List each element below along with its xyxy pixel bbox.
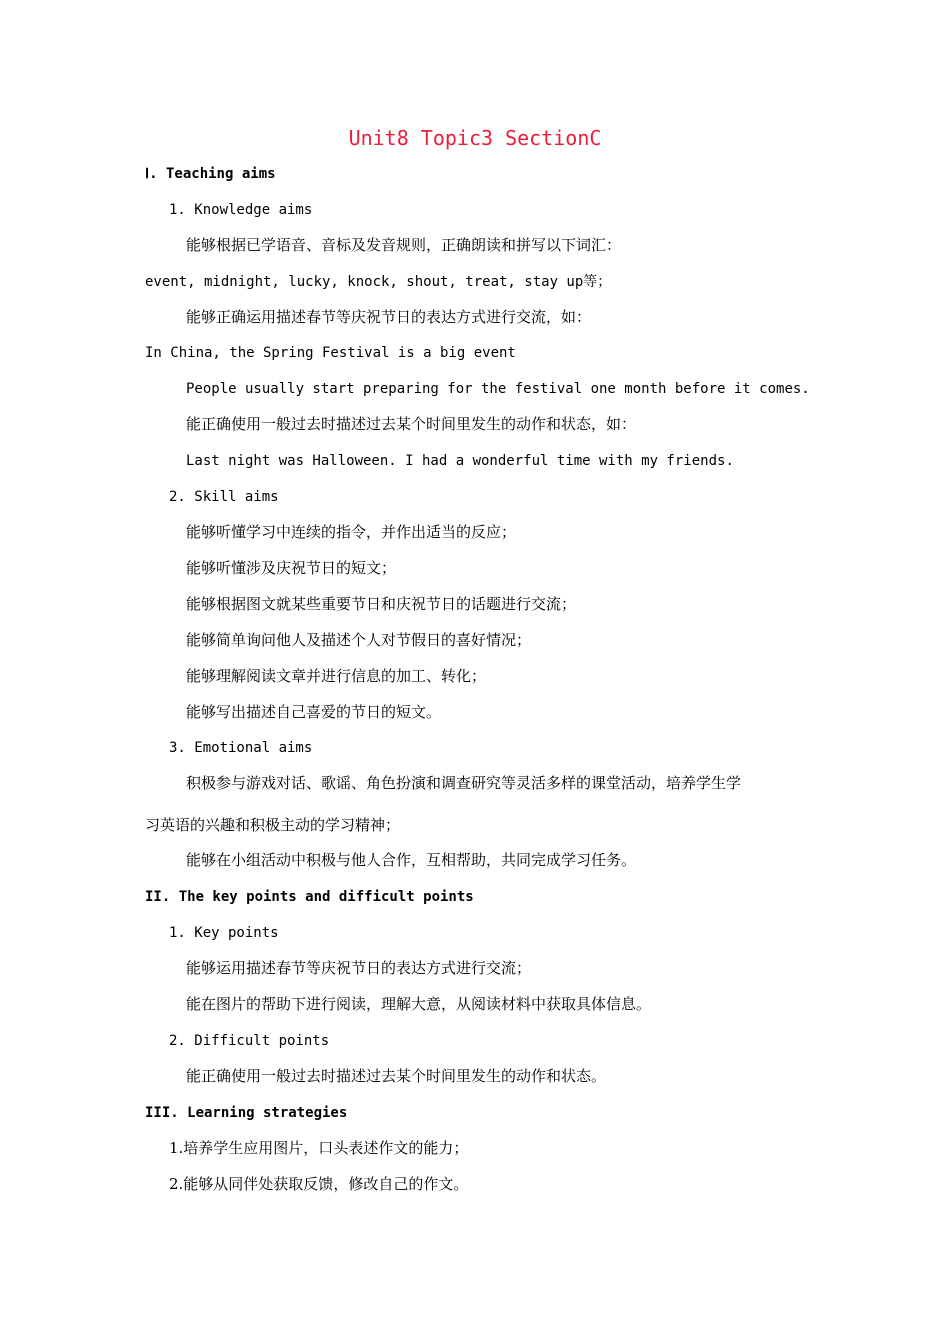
- section-heading-learning-strategies: III. Learning strategies: [145, 1105, 348, 1121]
- subheading-difficult-points: 2. Difficult points: [169, 1033, 330, 1049]
- skill-item: 能够理解阅读文章并进行信息的加工、转化；: [186, 667, 487, 685]
- knowledge-paragraph-1: 能够根据已学语音、音标及发音规则，正确朗读和拼写以下词汇：: [186, 236, 622, 254]
- skill-item: 能够简单询问他人及描述个人对节假日的喜好情况；: [186, 631, 532, 649]
- skill-item: 能够听懂涉及庆祝节日的短文；: [186, 559, 397, 577]
- strategy-item: 2.能够从同伴处获取反馈，修改自己的作文。: [169, 1175, 469, 1193]
- emotional-paragraph-1a: 积极参与游戏对话、歌谣、角色扮演和调查研究等灵活多样的课堂活动，培养学生学: [186, 774, 742, 792]
- example-sentence-2: People usually start preparing for the festival one month before it comes.: [186, 381, 810, 397]
- section-heading-key-points: II. The key points and difficult points: [145, 889, 474, 905]
- vocabulary-list: event, midnight, lucky, knock, shout, treat, stay up等；: [145, 274, 612, 290]
- subheading-skill-aims: 2. Skill aims: [169, 489, 279, 505]
- knowledge-paragraph-3: 能正确使用一般过去时描述过去某个时间里发生的动作和状态，如：: [186, 415, 637, 433]
- skill-item: 能够根据图文就某些重要节日和庆祝节日的话题进行交流；: [186, 595, 577, 613]
- subheading-emotional-aims: 3. Emotional aims: [169, 740, 313, 756]
- knowledge-paragraph-2: 能够正确运用描述春节等庆祝节日的表达方式进行交流，如：: [186, 308, 592, 326]
- page-title: Unit8 Topic3 SectionC: [348, 126, 602, 150]
- subheading-knowledge-aims: 1. Knowledge aims: [169, 202, 313, 218]
- emotional-paragraph-2: 能够在小组活动中积极与他人合作，互相帮助，共同完成学习任务。: [186, 851, 637, 869]
- strategy-item: 1.培养学生应用图片，口头表述作文的能力；: [169, 1139, 469, 1157]
- skill-item: 能够写出描述自己喜爱的节日的短文。: [186, 703, 442, 721]
- section-heading-teaching-aims: Ⅰ. Teaching aims: [145, 166, 276, 182]
- key-point-item: 能在图片的帮助下进行阅读，理解大意，从阅读材料中获取具体信息。: [186, 995, 652, 1013]
- key-point-item: 能够运用描述春节等庆祝节日的表达方式进行交流；: [186, 959, 532, 977]
- subheading-key-points: 1. Key points: [169, 925, 279, 941]
- example-sentence-3: Last night was Halloween. I had a wonderful time with my friends.: [186, 453, 734, 469]
- example-sentence-1: In China, the Spring Festival is a big event: [145, 345, 516, 361]
- difficult-point-item: 能正确使用一般过去时描述过去某个时间里发生的动作和状态。: [186, 1067, 607, 1085]
- emotional-paragraph-1b: 习英语的兴趣和积极主动的学习精神；: [145, 816, 401, 834]
- skill-item: 能够听懂学习中连续的指令，并作出适当的反应；: [186, 523, 517, 541]
